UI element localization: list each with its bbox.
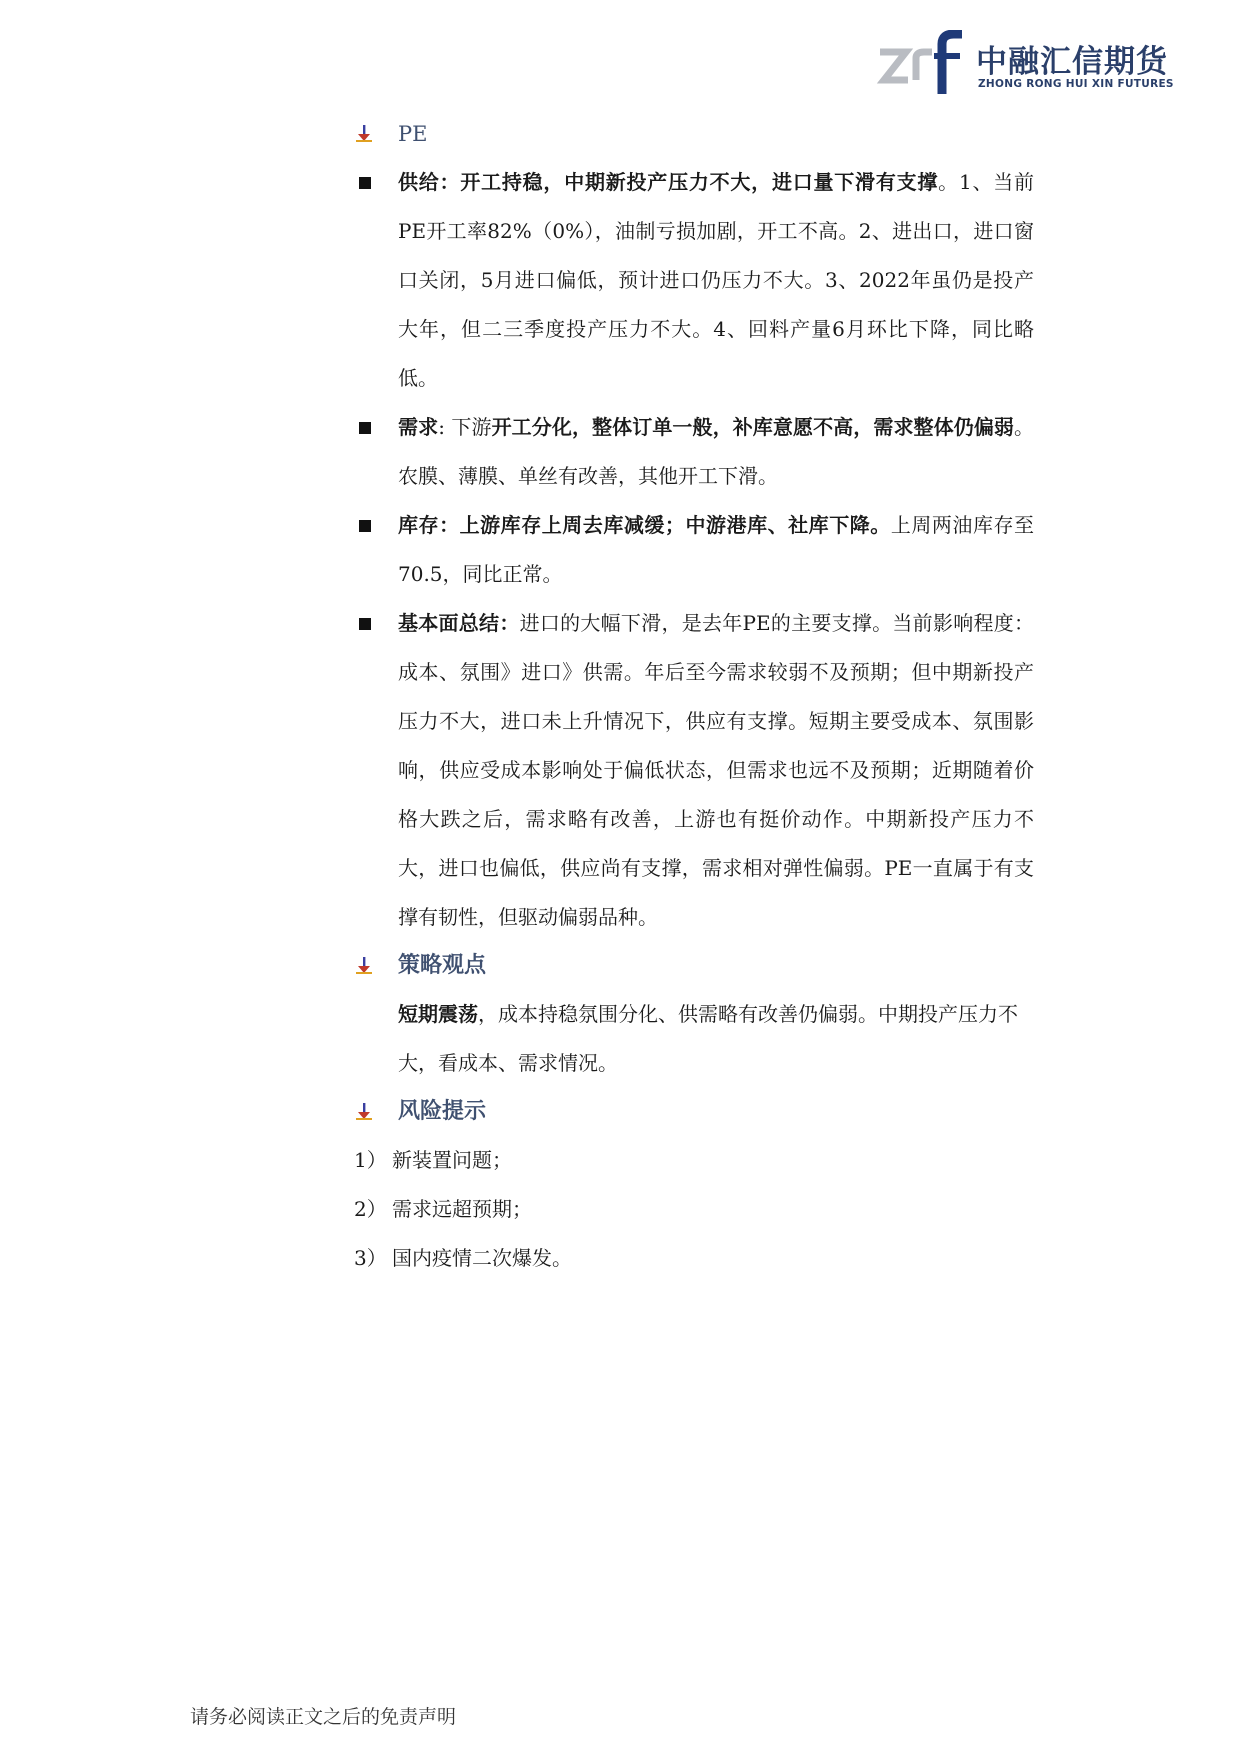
risk-item [354,1234,1034,1283]
list-item-inventory [354,501,1034,599]
znf-logo-mark [876,30,968,96]
summary-bold: 基本面总结： [398,611,520,635]
risk-item-number: 3） [354,1246,387,1270]
inventory-bold: 库存：上游库存上周去库减缓；中游港库、社库下降。 [398,513,891,537]
list-item-summary [354,599,1034,942]
section-heading-strategy [354,942,1034,990]
inventory-text: 上周两油库存至70.5，同比正常。 [398,513,1035,586]
risk-item-number: 1） [354,1148,387,1172]
demand-text-2: 。农膜、薄膜、单丝有改善，其他开工下滑。 [398,415,1035,488]
square-bullet-icon [359,177,371,189]
risk-item-number: 2） [354,1197,387,1221]
document-body [354,110,1034,1283]
arrow-down-icon [354,124,374,144]
risk-item-text: 需求远超预期； [392,1197,532,1221]
arrow-down-icon [354,1102,374,1122]
demand-text-1: : 下游 [438,415,492,439]
strategy-text: ，成本持稳氛围分化、供需略有改善仍偏弱。中期投产压力不大，看成本、需求情况。 [398,1002,1018,1075]
company-logo [876,30,1176,96]
list-item-demand [354,403,1034,501]
pe-title: PE [398,122,428,146]
strategy-paragraph [354,990,1034,1088]
arrow-down-icon [354,956,374,976]
demand-bold-2: 开工分化，整体订单一般，补库意愿不高，需求整体仍偏弱 [491,415,1015,439]
risk-item-text: 国内疫情二次爆发。 [392,1246,572,1270]
footer-disclaimer: 请务必阅读正文之后的免责声明 [190,1706,457,1728]
summary-text: 进口的大幅下滑，是去年PE的主要支撑。当前影响程度：成本、氛围》进口》供需。年后至今需求较弱不及预期；但中期新投产压力不大，进口未上升情况下，供应有支撑。短期主要受成本、氛围影响，供应受成本影响处于偏低状态，但需求也远不及预期；近期随着价格大跌之后，需求略有改善，上游也有挺价动作。中期新投产压力不大，进口也偏低，供应尚有支撑，需求相对弹性偏弱。PE一直属于有支撑有韧性，但驱动偏弱品种。 [398,611,1035,929]
square-bullet-icon [359,422,371,434]
demand-bold-1: 需求 [398,415,439,439]
list-item-supply [354,158,1034,403]
strategy-bold: 短期震荡 [398,1002,478,1026]
square-bullet-icon [359,618,371,630]
risk-item-text: 新装置问题； [392,1148,512,1172]
section-heading-pe [354,110,1034,158]
logo-text-cn: 中融汇信期货 [976,44,1168,80]
section-heading-risk [354,1088,1034,1136]
supply-text: 。1、当前PE开工率82%（0%），油制亏损加剧，开工不高。2、进出口，进口窗口关闭，5月进口偏低，预计进口仍压力不大。3、2022年虽仍是投产大年，但二三季度投产压力不大。4、回料产量6月环比下降，同比略低。 [398,170,1034,390]
risk-item [354,1136,1034,1185]
square-bullet-icon [359,520,371,532]
risk-title: 风险提示 [398,1099,487,1124]
risk-item [354,1185,1034,1234]
strategy-title: 策略观点 [398,953,487,978]
supply-bold: 供给：开工持稳，中期新投产压力不大，进口量下滑有支撑 [398,170,939,194]
logo-text-en: ZHONG RONG HUI XIN FUTURES [978,78,1174,90]
